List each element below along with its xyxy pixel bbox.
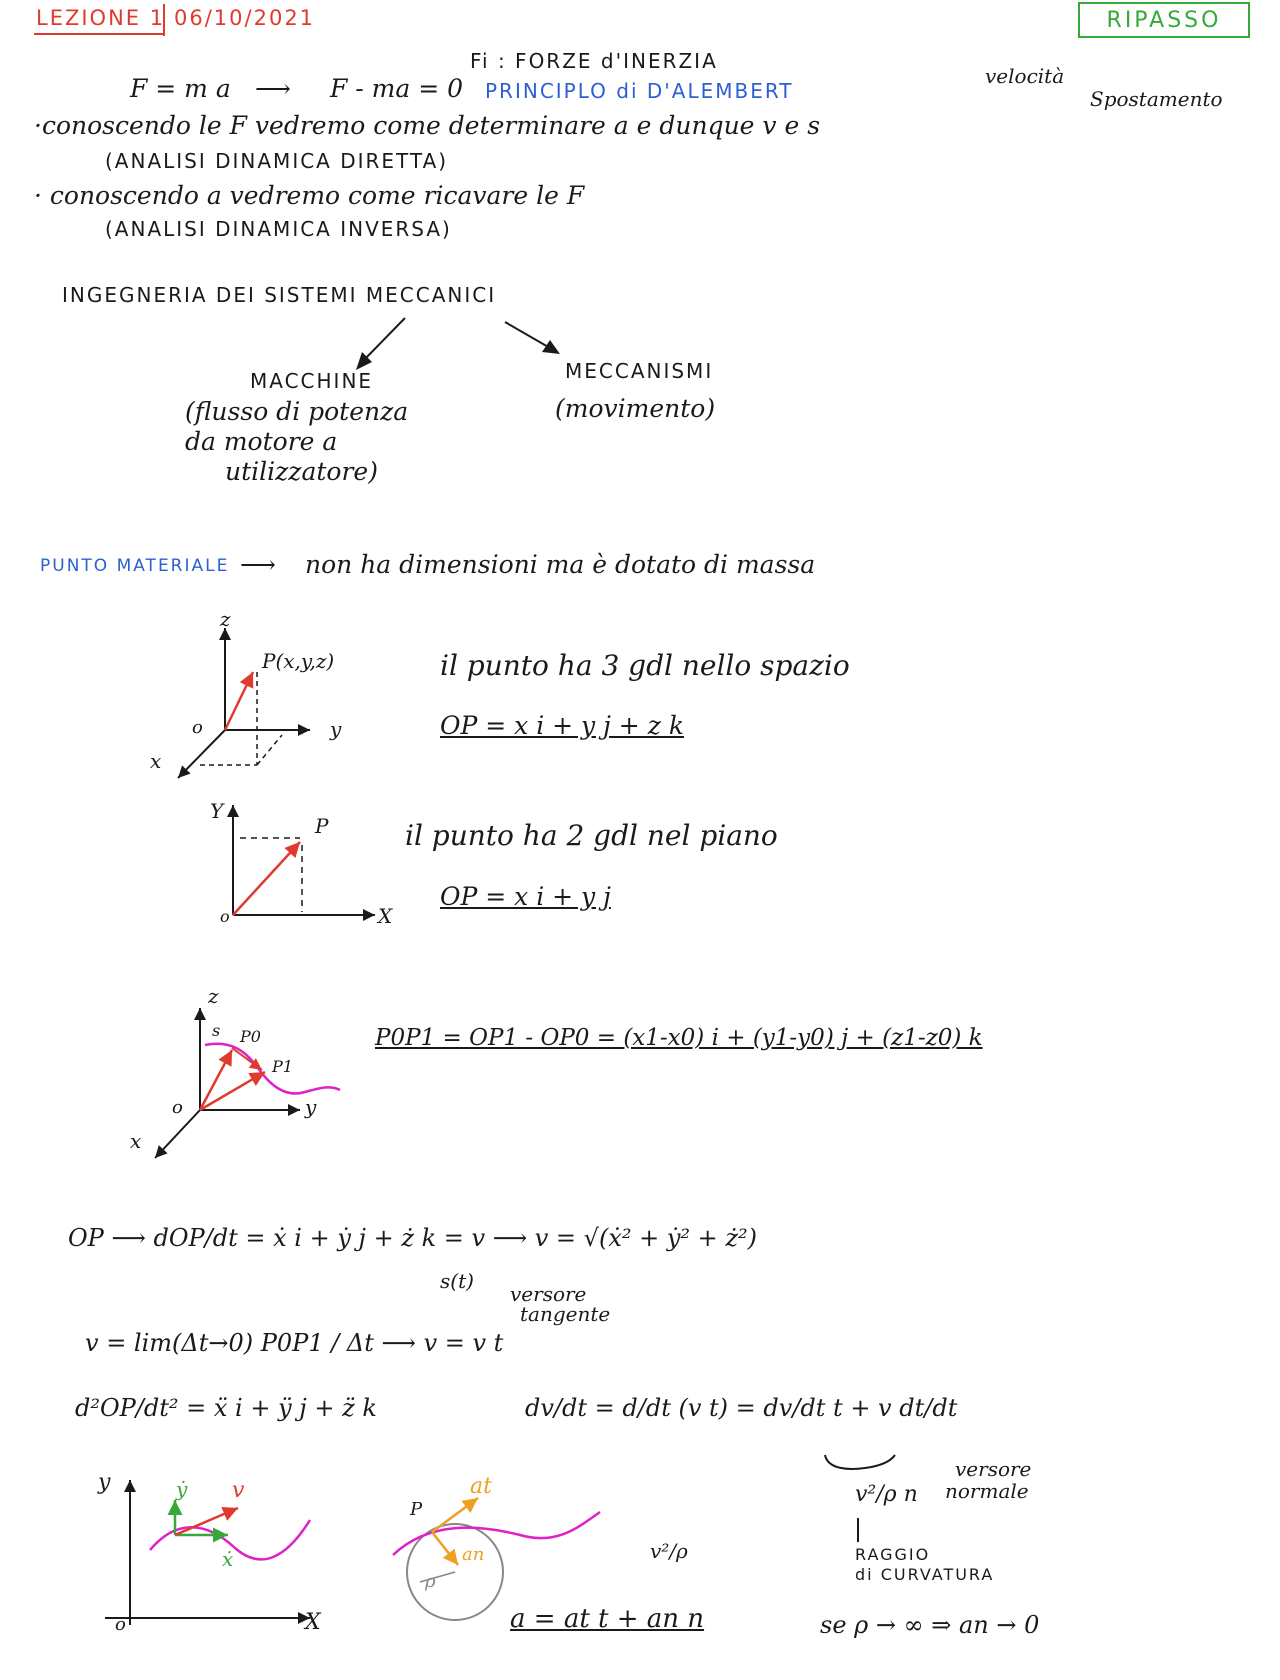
an-label: an [462,1544,485,1565]
space-origin-label: o [192,717,203,738]
machines-desc-3: utilizzatore) [225,457,378,486]
an-value: v²/ρ [650,1539,688,1563]
traj-origin-label: o [172,1097,183,1118]
plane-y-label: Y [210,799,224,823]
traj-y-label: y [305,1095,317,1119]
s-of-t-label: s(t) [440,1269,474,1293]
traj-p1-label: P1 [272,1057,293,1076]
traj-z-label: z [208,984,219,1008]
xdot-label: ẋ [222,1547,234,1571]
tangent-note-2: tangente [520,1302,611,1326]
plane-x-label: X [378,904,393,928]
limit-equation: v = lim(Δt→0) P0P1 / Δt ⟶ v = v t [85,1329,504,1357]
traj-s-label: s [212,1021,221,1040]
at-label: at [470,1474,492,1499]
ydot-label: ẏ [176,1477,188,1501]
newton-equation: F = m a [130,74,231,103]
ripasso-tag: RIPASSO [1078,2,1250,38]
graph-y-label: y [98,1470,111,1495]
limit-note: se ρ → ∞ ⇒ an → 0 [820,1611,1040,1639]
velocity-note: velocità [985,64,1065,88]
space-text: il punto ha 3 gdl nello spazio [440,649,850,682]
plane-point-label: P [315,814,329,838]
intro-line-1: ·conoscendo le F vedremo come determinare a e dunque v e s [34,111,821,140]
velocity-vector-label: v [232,1478,245,1503]
traj-p0-label: P0 [240,1027,261,1046]
velocity-equation: OP ⟶ dOP/dt = ẋ i + ẏ j + ż k = v ⟶ v = √(ẋ² + ẏ² + ż²) [68,1224,758,1252]
implies-arrow: ⟶ [255,74,291,103]
rho-label: ρ [425,1571,436,1592]
graph-x-label: X [305,1610,321,1635]
space-z-label: z [220,607,231,631]
radius-note-1: RAGGIO [855,1545,931,1564]
radius-note-2: di CURVATURA [855,1565,995,1584]
graph-origin-label: o [115,1614,126,1635]
intro-line-1-sub: (ANALISI DINAMICA DIRETTA) [105,149,449,173]
machines-desc-2: da motore a [185,427,338,456]
mechanisms-desc: (movimento) [555,394,716,423]
intro-line-2: · conoscendo a vedremo come ricavare le F [34,181,585,210]
mechanisms-label: MECCANISMI [565,359,714,383]
dalembert-principle: PRINCIPLO di D'ALEMBERT [485,79,794,103]
curve-point-label: P [410,1499,423,1520]
normal-note-2: normale [945,1479,1029,1503]
space-x-label: x [150,749,162,773]
traj-x-label: x [130,1129,142,1153]
inertia-note: Fi : FORZE d'INERZIA [470,49,718,73]
tangent-note-1: versore [510,1282,587,1306]
normal-term: v²/ρ n [855,1482,918,1507]
plane-text: il punto ha 2 gdl nel piano [405,819,778,852]
intro-line-2-sub: (ANALISI DINAMICA INVERSA) [105,217,452,241]
space-equation: OP = x i + y j + z k [440,711,684,740]
space-point-label: P(x,y,z) [262,649,335,673]
machines-label: MACCHINE [250,369,374,393]
derivative-equation: dv/dt = d/dt (v t) = dv/dt t + v dt/dt [525,1394,958,1422]
displacement-equation: P0P1 = OP1 - OP0 = (x1-x0) i + (y1-y0) j + (z1-z0) k [375,1025,983,1051]
acceleration-equation: d²OP/dt² = ẍ i + ÿ j + z̈ k [75,1394,377,1422]
lesson-date: 06/10/2021 [174,6,316,30]
material-point-arrow: ⟶ [240,550,276,579]
machines-desc-1: (flusso di potenza [185,397,409,426]
acceleration-decomposition: a = at t + an n [510,1604,705,1634]
plane-equation: OP = x i + y j [440,882,611,911]
material-point-label: PUNTO MATERIALE [40,556,230,576]
displacement-note: Spostamento [1090,87,1223,111]
lesson-title: LEZIONE 1 [36,6,166,30]
space-y-label: y [330,717,342,741]
normal-note-1: versore [955,1457,1032,1481]
plane-origin-label: o [220,907,230,926]
systems-title: INGEGNERIA DEI SISTEMI MECCANICI [62,283,497,307]
material-point-definition: non ha dimensioni ma è dotato di massa [305,550,816,579]
dalembert-equation: F - ma = 0 [330,74,464,103]
